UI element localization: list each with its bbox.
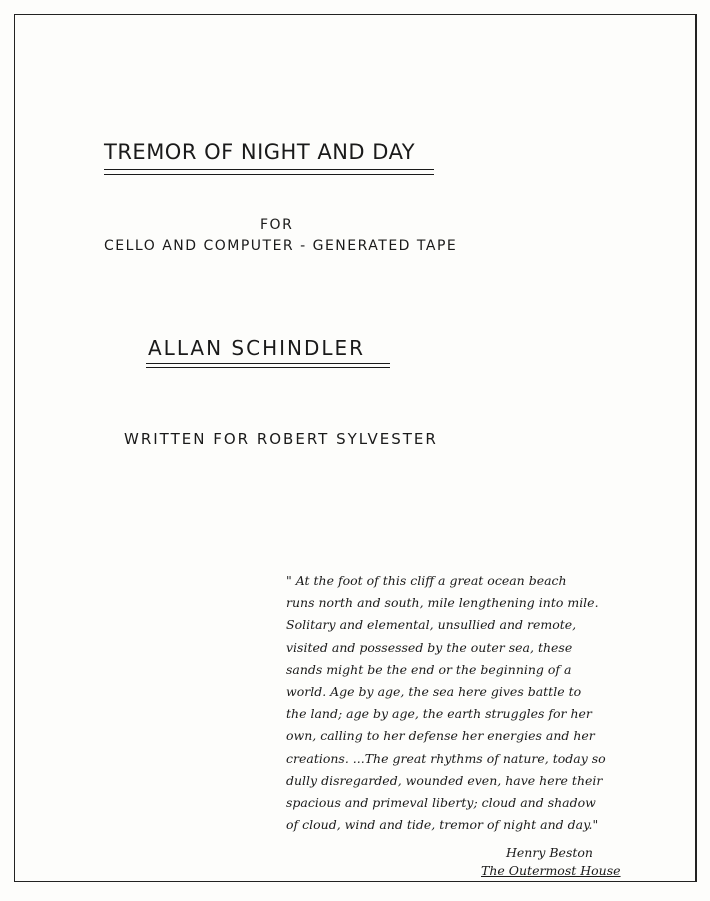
quote-line: sands might be the end or the beginning of a bbox=[286, 661, 572, 677]
quote-line: Solitary and elemental, unsullied and remote, bbox=[286, 617, 577, 633]
composer-name: ALLAN SCHINDLER bbox=[148, 336, 366, 360]
quote-line: own, calling to her defense her energies and her bbox=[286, 728, 595, 744]
quote-line: world. Age by age, the sea here gives battle to bbox=[286, 684, 582, 700]
composer-double-underline bbox=[146, 363, 390, 368]
epigraph-quote bbox=[286, 570, 616, 836]
quote-source-title: The Outermost House bbox=[481, 863, 621, 878]
quote-author: Henry Beston bbox=[506, 845, 593, 860]
quote-line: dully disregarded, wounded even, have here their bbox=[286, 772, 603, 788]
quote-line: visited and possessed by the outer sea, these bbox=[286, 639, 573, 655]
quote-line: creations. ...The great rhythms of nature, today so bbox=[286, 750, 606, 766]
instrumentation: CELLO AND COMPUTER - GENERATED TAPE bbox=[104, 238, 458, 254]
for-label: FOR bbox=[260, 217, 294, 233]
quote-line: of cloud, wind and tide, tremor of night and day." bbox=[286, 817, 599, 833]
quote-line: runs north and south, mile lengthening into mile. bbox=[286, 595, 599, 611]
dedication: WRITTEN FOR ROBERT SYLVESTER bbox=[124, 430, 438, 448]
page-title: TREMOR OF NIGHT AND DAY bbox=[104, 140, 416, 164]
quote-line: the land; age by age, the earth struggles for her bbox=[286, 706, 592, 722]
quote-line: spacious and primeval liberty; cloud and shadow bbox=[286, 795, 596, 811]
title-double-underline bbox=[104, 169, 434, 175]
page-border-right bbox=[695, 14, 697, 882]
quote-line: " At the foot of this cliff a great ocean beach bbox=[286, 573, 567, 588]
